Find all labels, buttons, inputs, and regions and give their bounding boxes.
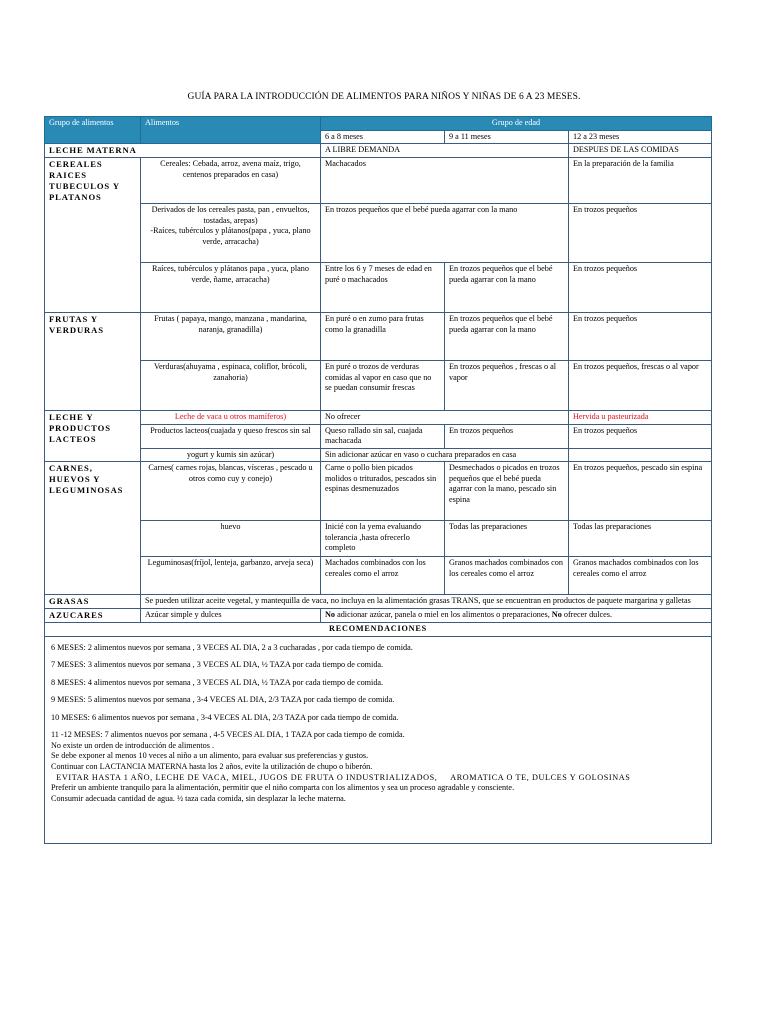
category-cereales: CEREALES RAICES TUBECULOS Y PLATANOS	[45, 158, 141, 313]
food-huevo: huevo	[141, 521, 321, 557]
row-cereales-2	[45, 204, 712, 263]
category-carnes: CARNES, HUEVOS Y LEGUMINOSAS	[45, 462, 141, 595]
cell-raices-12-23: En trozos pequeños	[569, 263, 712, 313]
note-lactancia: Continuar con LACTANCIA MATERNA hasta los 2 años, evite la utilización de chupo o biberón.	[51, 761, 373, 771]
cell-huevo-6-8: Inicié con la yema evaluando tolerancia ,hasta ofrecerlo completo	[321, 521, 445, 557]
row-recommendations-heading	[45, 623, 712, 637]
recommendation-notes	[51, 730, 705, 805]
food-frutas: Frutas ( papaya, mango, manzana , mandarina, naranja, granadilla)	[141, 313, 321, 361]
header-row	[45, 117, 712, 131]
cell-leche-materna-12-23: DESPUES DE LAS COMIDAS	[569, 144, 712, 158]
cell-leguminosas-9-11: Granos machados combinados con los cereales como el arroz	[445, 557, 569, 595]
cell-huevo-9-11: Todas las preparaciones	[445, 521, 569, 557]
row-carnes-1	[45, 462, 712, 521]
row-cereales-1	[45, 158, 712, 204]
recommendation-9-meses: 9 MESES: 5 alimentos nuevos por semana , 3-4 VECES AL DIA, 2/3 TAZA por cada tiempo de comida.	[51, 695, 395, 704]
row-lacteos-1	[45, 411, 712, 425]
page-title: GUÍA PARA LA INTRODUCCIÓN DE ALIMENTOS PARA NIÑOS Y NIÑAS DE 6 A 23 MESES.	[187, 92, 581, 102]
note-evitar: EVITAR HASTA 1 AÑO, LECHE DE VACA, MIEL, JUGOS DE FRUTA O INDUSTRIALIZADOS, AROMATICA O TE, DULCES Y GOLOSINAS	[51, 772, 631, 782]
azucares-text-mid: adicionar azúcar, panela o miel en los alimentos o preparaciones,	[335, 610, 552, 619]
cell-huevo-12-23: Todas las preparaciones	[569, 521, 712, 557]
recommendations-body	[45, 636, 712, 843]
cell-frutas-12-23: En trozos pequeños	[569, 313, 712, 361]
cell-verduras-12-23: En trozos pequeños, frescas o al vapor	[569, 361, 712, 411]
cell-lacteos-9-11: En trozos pequeños	[445, 424, 569, 448]
cell-lacteos-6-8: Queso rallado sin sal, cuajada machacada	[321, 424, 445, 448]
cell-leche-vaca-6-11: No ofrecer	[321, 411, 569, 425]
row-leche-materna	[45, 144, 712, 158]
recommendations-heading: RECOMENDACIONES	[45, 623, 712, 637]
row-recommendations	[45, 636, 712, 843]
note-orden: No existe un orden de introducción de alimentos .	[51, 740, 215, 750]
row-carnes-2	[45, 521, 712, 557]
recommendation-10-meses: 10 MESES: 6 alimentos nuevos por semana , 3-4 VECES AL DIA, 2/3 TAZA por cada tiempo de comida.	[51, 712, 399, 722]
food-introduction-table	[44, 116, 712, 844]
cell-leche-vaca-12-23: Hervida u pasteurizada	[569, 411, 712, 425]
azucares-no-1: No	[325, 610, 336, 619]
food-derivados	[141, 204, 321, 263]
cell-carnes-12-23: En trozos pequeños, pescado sin espina	[569, 462, 712, 521]
cell-frutas-6-8: En puré o en zumo para frutas como la granadilla	[321, 313, 445, 361]
row-frutas-1	[45, 313, 712, 361]
row-frutas-2	[45, 361, 712, 411]
recommendation-6-meses: 6 MESES: 2 alimentos nuevos por semana , 3 VECES AL DIA, 2 a 3 cucharadas , por cada tiempo de comida.	[51, 642, 413, 652]
cell-azucares	[321, 609, 712, 623]
food-cereales: Cereales: Cebada, arroz, avena maíz, trigo, centenos preparados en casa)	[141, 158, 321, 204]
category-grasas: GRASAS	[45, 595, 141, 609]
food-leche-vaca: Leche de vaca u otros mamíferos)	[141, 411, 321, 425]
cell-cereales-12-23: En la preparación de la familia	[569, 158, 712, 204]
cell-cereales-6-11: Machacados	[321, 158, 569, 204]
azucares-text-end: ofrecer dulces.	[561, 610, 613, 619]
food-azucar: Azúcar simple y dulces	[141, 609, 321, 623]
note-ambiente: Preferir un ambiente tranquilo para la alimentación, permitir que el niño comparta con los alimentos y sea un proceso agradable y consciente.	[51, 783, 515, 793]
row-lacteos-2	[45, 424, 712, 448]
cell-carnes-6-8: Carne o pollo bien picados molidos o triturados, pescados sin espinas desmenuzados	[321, 462, 445, 521]
cell-leguminosas-12-23: Granos machados combinados con los cereales como el arroz	[569, 557, 712, 595]
food-raices-line: -Raíces, tubérculos y plátanos(papa , yuca, plano verde, arracacha)	[150, 226, 311, 246]
note-agua: Consumir adecuada cantidad de agua. ½ taza cada comida, sin desplazar la leche materna.	[51, 793, 346, 803]
note-exponer: Se debe exponer al menos 10 veces al niño a un alimento, para evaluar sus preferencias y gustos.	[51, 751, 369, 761]
row-lacteos-3	[45, 448, 712, 462]
recommendation-8-meses: 8 MESES: 4 alimentos nuevos por semana , 3 VECES AL DIA, ½ TAZA por cada tiempo de comida.	[51, 677, 384, 687]
category-leche-materna: LECHE MATERNA	[45, 144, 321, 158]
header-age-group: Grupo de edad	[321, 117, 712, 131]
row-cereales-3	[45, 263, 712, 313]
category-lacteos: LECHE Y PRODUCTOS LACTEOS	[45, 411, 141, 462]
food-productos-lacteos: Productos lacteos(cuajada y queso frescos sin sal	[141, 424, 321, 448]
cell-carnes-9-11: Desmechados o picados en trozos pequeños que el bebé pueda agarrar con la mano, pescado sin espina	[445, 462, 569, 521]
azucares-no-2: No	[551, 610, 562, 619]
header-age-12-23: 12 a 23 meses	[569, 130, 712, 144]
recommendation-7-meses: 7 MESES: 3 alimentos nuevos por semana , 3 VECES AL DIA, ½ TAZA por cada tiempo de comida.	[51, 660, 384, 669]
cell-leguminosas-6-8: Machados combinados con los cereales como el arroz	[321, 557, 445, 595]
cell-derivados-6-11: En trozos pequeños que el bebé pueda agarrar con la mano	[321, 204, 569, 263]
cell-frutas-9-11: En trozos pequeños que el bebé pueda agarrar con la mano	[445, 313, 569, 361]
food-carnes: Carnes( carnes rojas, blancas, vísceras , pescado u otros como cuy y conejo)	[141, 462, 321, 521]
food-leguminosas: Leguminosas(fríjol, lenteja, garbanzo, arveja seca)	[141, 557, 321, 595]
row-azucares	[45, 609, 712, 623]
row-grasas	[45, 595, 712, 609]
header-group: Grupo de alimentos	[45, 117, 141, 144]
food-raices: Raíces, tubérculos y plátanos papa , yuca, plano verde, ñame, arracacha)	[141, 263, 321, 313]
food-yogurt: yogurt y kumis sin azúcar)	[141, 448, 321, 462]
cell-raices-9-11: En trozos pequeños que el bebé pueda agarrar con la mano	[445, 263, 569, 313]
header-age-6-8: 6 a 8 meses	[321, 130, 445, 144]
cell-yogurt-12-23	[569, 448, 712, 462]
cell-derivados-12-23: En trozos pequeños	[569, 204, 712, 263]
food-derivados-line: Derivados de los cereales pasta, pan , envueltos, tostadas, arepas)	[151, 205, 310, 225]
header-age-9-11: 9 a 11 meses	[445, 130, 569, 144]
category-frutas: FRUTAS Y VERDURAS	[45, 313, 141, 411]
recommendation-11-12-meses: 11 -12 MESES: 7 alimentos nuevos por semana , 4-5 VECES AL DIA, 1 TAZA por cada tiempo de comida.	[51, 730, 405, 739]
cell-leche-materna-6-11: A LIBRE DEMANDA	[321, 144, 569, 158]
cell-verduras-6-8: En puré o trozos de verduras comidas al vapor en caso que no se puedan consumir frescas	[321, 361, 445, 411]
cell-lacteos-12-23: En trozos pequeños	[569, 424, 712, 448]
category-azucares: AZUCARES	[45, 609, 141, 623]
row-carnes-3	[45, 557, 712, 595]
header-foods: Alimentos	[141, 117, 321, 144]
food-verduras: Verduras(ahuyama , espinaca, coliflor, brócoli, zanahoria)	[141, 361, 321, 411]
cell-raices-6-8: Entre los 6 y 7 meses de edad en puré o machacados	[321, 263, 445, 313]
cell-grasas: Se pueden utilizar aceite vegetal, y mantequilla de vaca, no incluya en la alimentación grasas TRANS, que se encuentran en productos de paquete margarina y galletas	[141, 595, 712, 609]
cell-yogurt-6-11: Sin adicionar azúcar en vaso o cuchara preparados en casa	[321, 448, 569, 462]
cell-verduras-9-11: En trozos pequeños , frescas o al vapor	[445, 361, 569, 411]
